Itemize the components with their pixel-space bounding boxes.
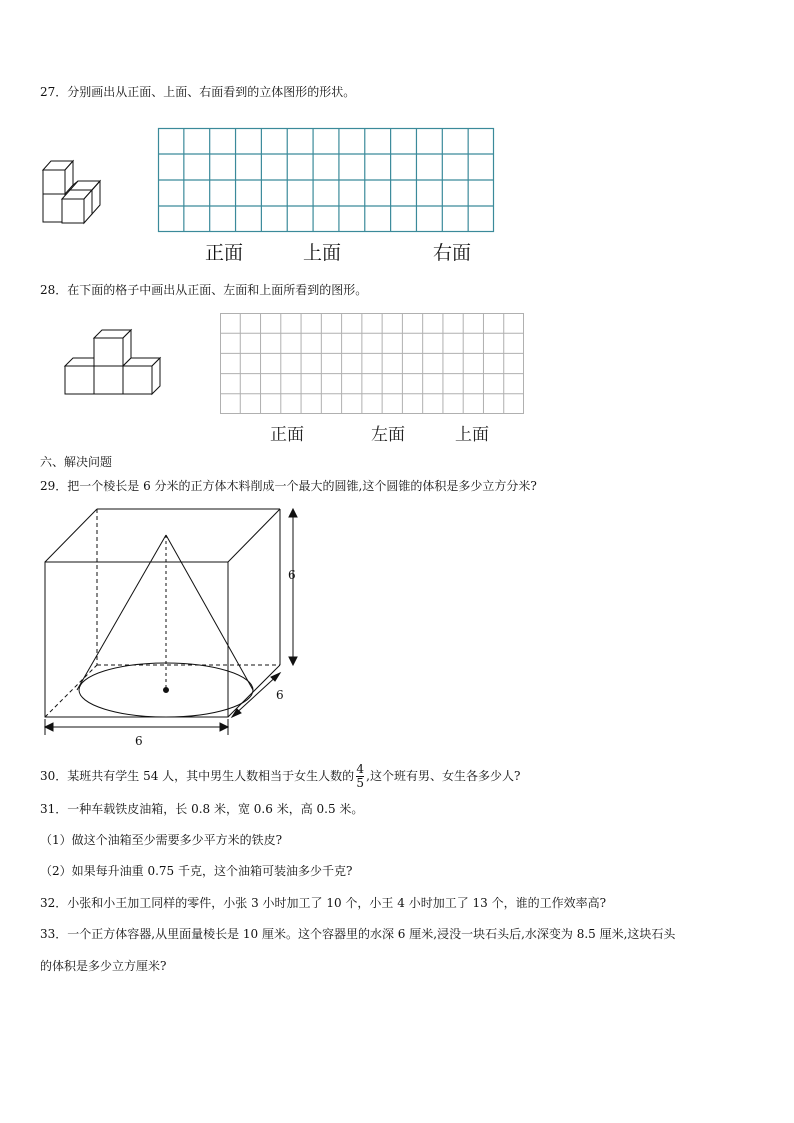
label-left-28: 左面 [371,425,405,445]
cube-cone-figure-29 [40,505,310,755]
question-28-text: 28．在下面的格子中画出从正面、左面和上面所看到的图形。 [40,283,368,297]
question-33-text-line-1: 33．一个正方体容器,从里面量棱长是 10 厘米。这个容器里的水深 6 厘米,浸没一块石头后,水深变为 8.5 厘米,这块石头 [40,927,676,941]
cube-stack-figure-28 [64,328,166,396]
question-27-text: 27．分别画出从正面、上面、右面看到的立体图形的形状。 [40,85,356,99]
label-front-27: 正面 [205,242,244,264]
grid-28 [220,313,524,414]
dim-depth: 6 [276,688,284,702]
fraction-4-5 [356,763,364,790]
section-6-title: 六、解决问题 [40,455,113,469]
question-30-text [40,756,520,796]
fraction-denominator: 5 [356,775,364,790]
dim-width: 6 [135,734,143,748]
label-right-27: 右面 [433,242,472,264]
grid-27 [158,128,494,232]
question-33-text-line-2: 的体积是多少立方厘米? [40,959,167,973]
question-29-text: 29．把一个棱长是 6 分米的正方体木料削成一个最大的圆锥,这个圆锥的体积是多少立方分米? [40,479,537,493]
fraction-numerator: 4 [356,761,364,776]
question-32-text: 32．小张和小王加工同样的零件，小张 3 小时加工了 10 个，小王 4 小时加工了 13 个，谁的工作效率高? [40,896,607,910]
question-30-text-before: 30．某班共有学生 54 人，其中男生人数相当于女生人数的 [40,769,355,783]
label-front-28: 正面 [270,425,304,445]
grid-border [221,314,524,414]
dim-height: 6 [288,568,296,582]
question-31-text: 31．一种车载铁皮油箱，长 0.8 米，宽 0.6 米，高 0.5 米。 [40,802,364,816]
cube-stack-figure-27 [40,158,110,234]
label-top-27: 上面 [303,242,342,264]
question-31-sub-1: （1）做这个油箱至少需要多少平方米的铁皮? [40,833,283,847]
question-31-sub-2: （2）如果每升油重 0.75 千克，这个油箱可装油多少千克? [40,864,353,878]
label-top-28: 上面 [455,425,489,445]
question-30-text-after: ,这个班有男、女生各多少人? [366,769,521,783]
